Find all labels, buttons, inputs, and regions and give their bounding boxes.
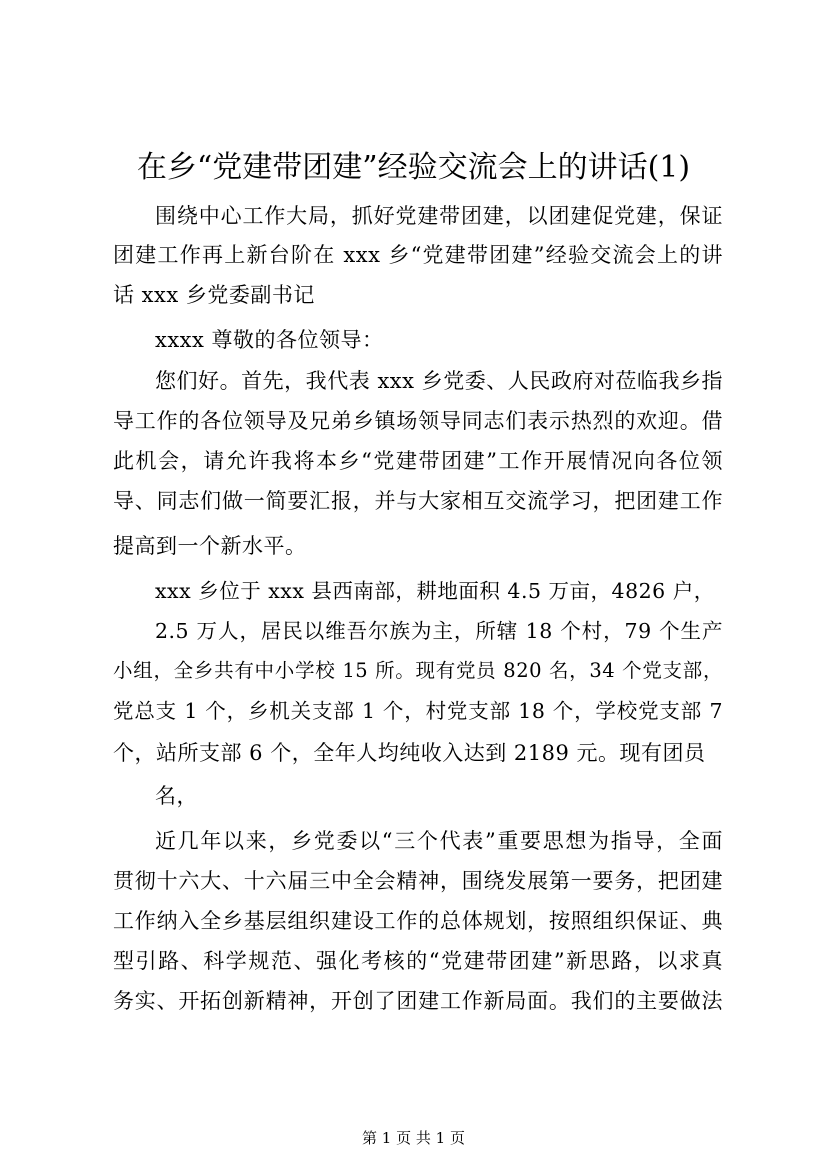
paragraph-line: 近几年以来，乡党委以“三个代表”重要思想为指导，全面 [155, 829, 723, 853]
paragraph-line: 团建工作再上新台阶在 xxx 乡“党建带团建”经验交流会上的讲 [113, 243, 723, 267]
paragraph-line: 导、同志们做一简要汇报，并与大家相互交流学习，把团建工作 [113, 489, 723, 513]
paragraph-line: 贯彻十六大、十六届三中全会精神，围绕发展第一要务，把团建 [113, 869, 723, 893]
paragraph-line: 小组，全乡共有中小学校 15 所。现有党员 820 名，34 个党支部， [113, 659, 723, 682]
paragraph-line: 提高到一个新水平。 [113, 534, 307, 558]
paragraph-line: 您们好。首先，我代表 xxx 乡党委、人民政府对莅临我乡指 [155, 369, 723, 393]
page-footer: 第 1 页 共 1 页 [362, 1129, 465, 1147]
paragraph-line: xxxx 尊敬的各位领导： [155, 328, 384, 352]
paragraph-line: 党总支 1 个，乡机关支部 1 个，村党支部 18 个，学校党支部 7 [113, 699, 723, 723]
paragraph-line: 务实、开拓创新精神，开创了团建工作新局面。我们的主要做法 [113, 989, 723, 1013]
paragraph-line: 名， [155, 784, 198, 808]
paragraph-line: 工作纳入全乡基层组织建设工作的总体规划，按照组织保证、典 [113, 909, 723, 933]
paragraph-line: 型引路、科学规范、强化考核的“党建带团建”新思路，以求真 [113, 949, 723, 973]
paragraph-line: 导工作的各位领导及兄弟乡镇场领导同志们表示热烈的欢迎。借 [113, 409, 723, 433]
paragraph-line: 围绕中心工作大局，抓好党建带团建，以团建促党建，保证 [155, 204, 723, 228]
paragraph-line: 个，站所支部 6 个，全年人均纯收入达到 2189 元。现有团员 [113, 741, 706, 765]
document-title: 在乡“党建带团建”经验交流会上的讲话(1) [136, 150, 691, 185]
paragraph-line: xxx 乡位于 xxx 县西南部，耕地面积 4.5 万亩，4826 户， [155, 579, 715, 603]
paragraph-line: 话 xxx 乡党委副书记 [113, 283, 315, 307]
paragraph-line: 此机会，请允许我将本乡“党建带团建”工作开展情况向各位领 [113, 449, 723, 473]
paragraph-line: 2.5 万人，居民以维吾尔族为主，所辖 18 个村，79 个生产 [155, 619, 723, 643]
